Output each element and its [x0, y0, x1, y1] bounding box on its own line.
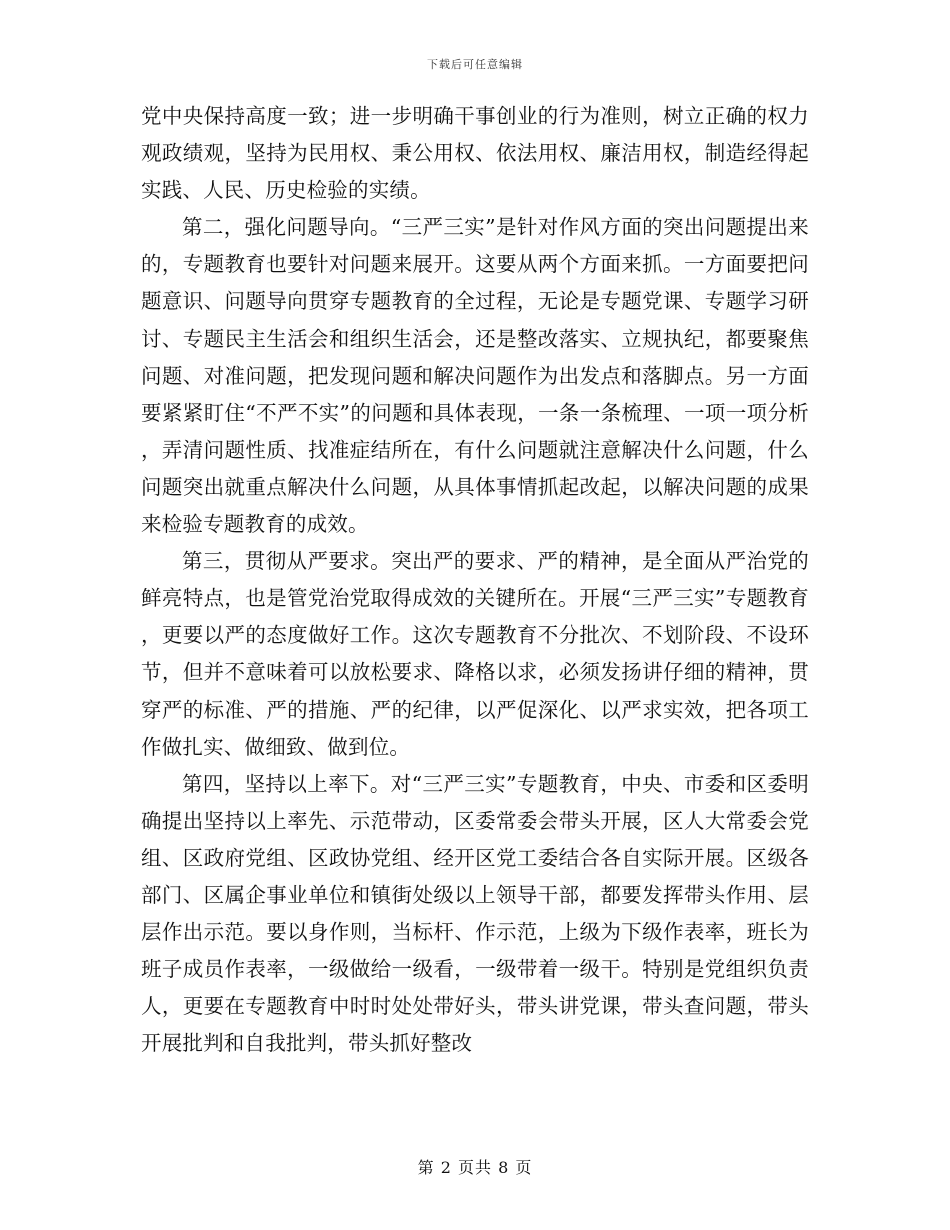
document-body — [141, 98, 809, 1062]
page-number: 第 2 页共 8 页 — [417, 1158, 533, 1177]
paragraph-third-point: 第三，贯彻从严要求。突出严的要求、严的精神，是全面从严治党的鲜亮特点，也是管党治党取得成效的关键所在。开展“三严三实”专题教育，更要以严的态度做好工作。这次专题教育不分批次、不划阶段、不设环节，但并不意味着可以放松要求、降格以求，必须发扬讲仔细的精神，贯穿严的标准、严的措施、严的纪律，以严促深化、以严求实效，把各项工作做扎实、做细致、做到位。 — [141, 549, 809, 759]
paragraph-second-point: 第二，强化问题导向。“三严三实”是针对作风方面的突出问题提出来的，专题教育也要针对问题来展开。这要从两个方面来抓。一方面要把问题意识、问题导向贯穿专题教育的全过程，无论是专题党课、专题学习研讨、专题民主生活会和组织生活会，还是整改落实、立规执纪，都要聚焦问题、对准问题，把发现问题和解决问题作为出发点和落脚点。另一方面要紧紧盯住“不严不实”的问题和具体表现，一条一条梳理、一项一项分析，弄清问题性质、找准症结所在，有什么问题就注意解决什么问题，什么问题突出就重点解决什么问题，从具体事情抓起改起，以解决问题的成果来检验专题教育的成效。 — [141, 215, 809, 537]
page-header: 下载后可任意编辑 — [427, 58, 523, 71]
paragraph-fourth-point: 第四，坚持以上率下。对“三严三实”专题教育，中央、市委和区委明确提出坚持以上率先、示范带动，区委常委会带头开展，区人大常委会党组、区政府党组、区政协党组、经开区党工委结合各自实际开展。区级各部门、区属企事业单位和镇街处级以上领导干部，都要发挥带头作用、层层作出示范。要以身作则，当标杆、作示范，上级为下级作表率，班长为班子成员作表率，一级做给一级看，一级带着一级干。特别是党组织负责人，更要在专题教育中时时处处带好头，带头讲党课，带头查问题，带头开展批判和自我批判，带头抓好整改 — [141, 771, 809, 1056]
paragraph-continuation: 党中央保持高度一致；进一步明确干事创业的行为准则，树立正确的权力观政绩观，坚持为民用权、秉公用权、依法用权、廉洁用权，制造经得起实践、人民、历史检验的实绩。 — [141, 104, 809, 203]
